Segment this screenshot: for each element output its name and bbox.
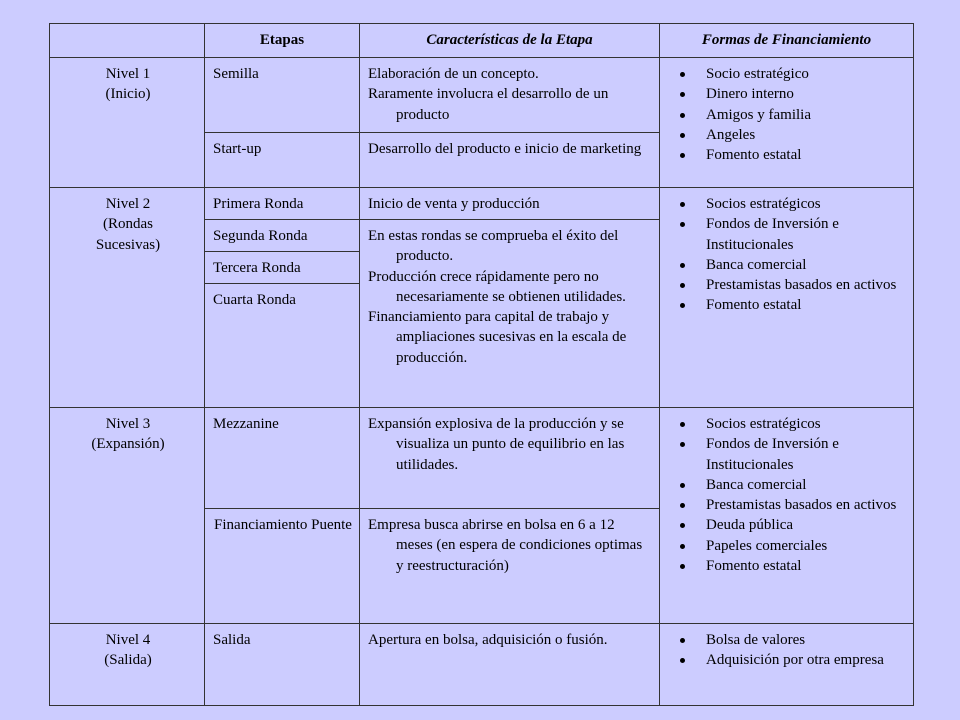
financing-item: Prestamistas basados en activos — [668, 495, 907, 515]
header-etapas: Etapas — [205, 24, 360, 58]
financing-item: Banca comercial — [668, 475, 907, 495]
financing-item: Angeles — [668, 125, 907, 145]
description-line: Inicio de venta y producción — [368, 196, 540, 212]
header-row — [50, 24, 914, 58]
description-line: Expansión explosiva de la producción y se visualiza un punto de equilibrio en las utilidades. — [368, 416, 625, 473]
table-row — [50, 408, 914, 509]
stage-name: Primera Ronda — [205, 188, 360, 220]
level-title: Nivel 2 — [105, 196, 151, 212]
level-subtitle: (Expansión) — [91, 436, 165, 453]
financing-item: Fomento estatal — [668, 295, 907, 315]
table-row — [50, 624, 914, 706]
financing-item: Amigos y familia — [668, 105, 907, 125]
financing-item: Dinero interno — [668, 84, 907, 104]
level-subtitle: (Inicio) — [105, 86, 151, 103]
stage-description — [360, 133, 660, 188]
financing-stages-table — [49, 23, 914, 706]
stage-name: Mezzanine — [205, 408, 360, 509]
stage-description — [360, 408, 660, 509]
description-line: Producción crece rápidamente pero no necesariamente se obtienen utilidades. — [368, 268, 626, 305]
level-4-cell — [50, 624, 205, 706]
stage-description — [360, 188, 660, 220]
stage-description — [360, 220, 660, 408]
financing-item: Socios estratégicos — [668, 414, 907, 434]
stage-name: Tercera Ronda — [205, 252, 360, 284]
financing-cell — [660, 58, 914, 188]
financing-item: Fomento estatal — [668, 556, 907, 576]
financing-item: Socio estratégico — [668, 64, 907, 84]
stage-description — [360, 58, 660, 133]
financing-cell — [660, 624, 914, 706]
header-empty-cell — [50, 24, 205, 58]
stage-name: Salida — [205, 624, 360, 706]
financing-item: Banca comercial — [668, 255, 907, 275]
financing-item: Adquisición por otra empresa — [668, 650, 907, 670]
description-line: Elaboración de un concepto. — [368, 66, 539, 82]
stage-name: Segunda Ronda — [205, 220, 360, 252]
financing-item: Bolsa de valores — [668, 630, 907, 650]
header-caracteristicas: Características de la Etapa — [360, 24, 660, 58]
description-line: Empresa busca abrirse en bolsa en 6 a 12 meses (en espera de condiciones optimas y reestructuración) — [368, 517, 643, 574]
description-line: En estas rondas se comprueba el éxito del producto. — [368, 228, 619, 265]
financing-item: Socios estratégicos — [668, 194, 907, 214]
level-subtitle: Sucesivas) — [95, 236, 161, 253]
financing-item: Deuda pública — [668, 515, 907, 535]
financing-item: Fondos de Inversión e Institucionales — [668, 434, 907, 475]
description-line: Raramente involucra el desarrollo de un producto — [368, 86, 609, 123]
description-line: Apertura en bolsa, adquisición o fusión. — [368, 632, 608, 648]
table-row — [50, 188, 914, 220]
level-2-cell — [50, 188, 205, 408]
level-subtitle: (Salida) — [104, 652, 152, 669]
header-formas: Formas de Financiamiento — [660, 24, 914, 58]
stage-name: Financiamiento Puente — [205, 509, 360, 624]
level-title: Nivel 4 — [105, 632, 151, 648]
stage-name: Cuarta Ronda — [205, 284, 360, 408]
description-line: Financiamiento para capital de trabajo y ampliaciones sucesivas en la escala de producción. — [368, 309, 627, 366]
stage-description — [360, 509, 660, 624]
financing-item: Fondos de Inversión e Institucionales — [668, 214, 907, 255]
table-row — [50, 58, 914, 133]
description-line: Desarrollo del producto e inicio de marketing — [368, 141, 642, 157]
financing-cell — [660, 188, 914, 408]
level-title: Nivel 3 — [105, 416, 151, 432]
stage-description — [360, 624, 660, 706]
financing-cell — [660, 408, 914, 624]
level-1-cell — [50, 58, 205, 188]
stage-name: Start-up — [205, 133, 360, 188]
level-subtitle: (Rondas — [103, 216, 153, 233]
level-title: Nivel 1 — [105, 66, 151, 82]
financing-item: Prestamistas basados en activos — [668, 275, 907, 295]
level-3-cell — [50, 408, 205, 624]
financing-item: Fomento estatal — [668, 145, 907, 165]
financing-item: Papeles comerciales — [668, 536, 907, 556]
stage-name: Semilla — [205, 58, 360, 133]
